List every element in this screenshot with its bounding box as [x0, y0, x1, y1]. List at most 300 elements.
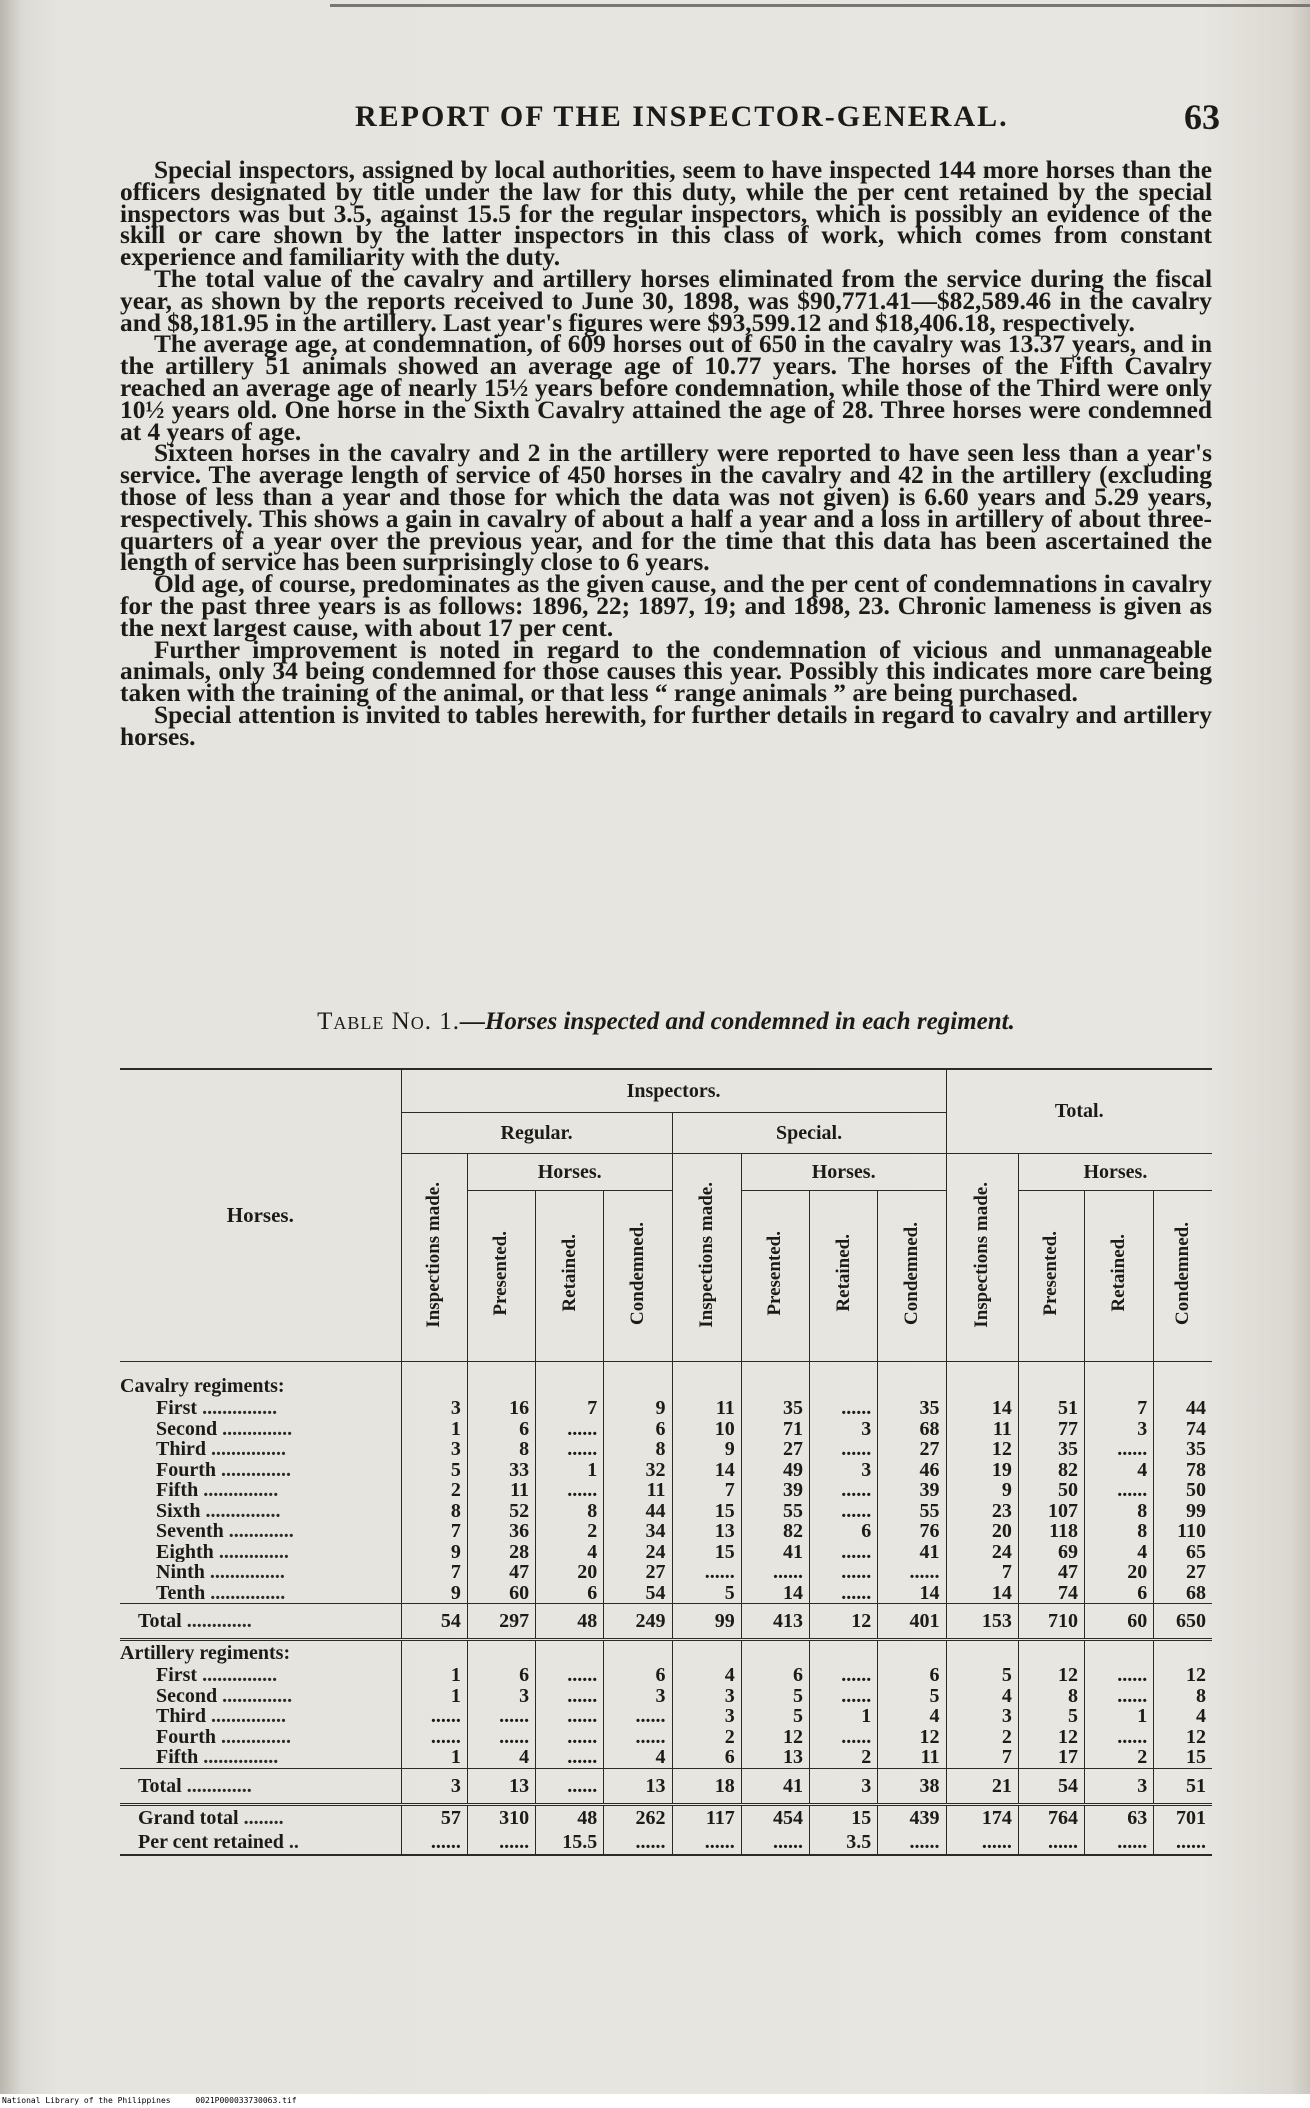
header-total-horses: Horses. [1018, 1154, 1212, 1191]
table-cell: 9 [401, 1542, 467, 1563]
table-cell: 47 [467, 1562, 535, 1583]
table-cell: 35 [741, 1398, 809, 1419]
table-cell: ...... [810, 1686, 878, 1707]
table-cell: ...... [536, 1768, 604, 1804]
table-cell: 27 [604, 1562, 672, 1583]
row-label [120, 1768, 401, 1804]
table-cell: 11 [604, 1480, 672, 1501]
table-cell: 60 [467, 1583, 535, 1604]
table-cell: 38 [878, 1768, 946, 1804]
table-cell: 19 [946, 1460, 1018, 1481]
table-cell: 6 [536, 1583, 604, 1604]
table-caption-label: Table No. 1. [317, 1008, 460, 1035]
table-cell: 153 [946, 1604, 1018, 1640]
table-cell: 44 [1154, 1398, 1212, 1419]
paragraph: Sixteen horses in the cavalry and 2 in the artillery were reported to have seen less than a year's service. The average length of service of 450 horses in the cavalry and 42 in the artillery (excluding those of less than a year and those for which the data was not given) is 6.60 years and 5.29 years, respectively. This shows a gain in cavalry of about a half a year and a loss in artillery of about three-quarters of a year over the previous year, and for the time that this data has been ascertained the length of service has been surprisingly close to 6 years. [120, 439, 1212, 577]
table-cell: 5 [946, 1665, 1018, 1686]
table-cell: 2 [401, 1480, 467, 1501]
leader-dots: .............. [213, 1541, 289, 1562]
table-row [120, 1706, 1212, 1727]
table-cell [741, 1640, 809, 1666]
table-cell: 6 [467, 1419, 535, 1440]
table-cell: 24 [604, 1542, 672, 1563]
page-number: 63 [1184, 97, 1220, 137]
table-cell: 8 [1018, 1686, 1084, 1707]
section-row [120, 1640, 1212, 1666]
table-cell: 41 [741, 1768, 809, 1804]
header-special: Special. [672, 1113, 946, 1154]
table-cell: ...... [536, 1706, 604, 1727]
table-cell: ...... [946, 1830, 1018, 1855]
table-cell: ...... [1085, 1439, 1154, 1460]
table-cell: 14 [741, 1583, 809, 1604]
table-cell: 82 [1018, 1460, 1084, 1481]
table-cell: 3 [401, 1439, 467, 1460]
table-row [120, 1439, 1212, 1460]
table-cell: 21 [946, 1768, 1018, 1804]
table-cell: 76 [878, 1521, 946, 1542]
table-cell: 41 [878, 1542, 946, 1563]
table-cell: 7 [401, 1521, 467, 1542]
table-cell: 27 [741, 1439, 809, 1460]
table-cell: 118 [1018, 1521, 1084, 1542]
header-retained: Retained. [536, 1191, 604, 1362]
table-row [120, 1398, 1212, 1419]
table-cell: 48 [536, 1804, 604, 1830]
table-cell: 9 [401, 1583, 467, 1604]
table-cell: 65 [1154, 1542, 1212, 1563]
table-cell: 74 [1154, 1419, 1212, 1440]
table-cell: 7 [946, 1562, 1018, 1583]
table-cell: ...... [1085, 1480, 1154, 1501]
table-cell: 69 [1018, 1542, 1084, 1563]
table-cell: 12 [810, 1604, 878, 1640]
table-cell: 3 [401, 1398, 467, 1419]
table-cell: 8 [401, 1501, 467, 1522]
table-cell: ...... [536, 1686, 604, 1707]
table-cell: 60 [1085, 1604, 1154, 1640]
table-cell: 52 [467, 1501, 535, 1522]
table-cell: ...... [1154, 1830, 1212, 1855]
table-cell [467, 1640, 535, 1666]
table-cell: 78 [1154, 1460, 1212, 1481]
table-cell: 15 [1154, 1747, 1212, 1768]
table-cell: 49 [741, 1460, 809, 1481]
table-row [120, 1562, 1212, 1583]
table-cell: 27 [1154, 1562, 1212, 1583]
table-cell: 3 [467, 1686, 535, 1707]
table-cell [1085, 1640, 1154, 1666]
table-cell: 9 [946, 1480, 1018, 1501]
table-row [120, 1804, 1212, 1830]
row-label-text: Ninth [156, 1562, 205, 1583]
header-regular-inspections: Inspections made. [401, 1154, 467, 1362]
table-cell: ...... [401, 1727, 467, 1748]
table-cell: 262 [604, 1804, 672, 1830]
table-cell [810, 1374, 878, 1398]
table-cell: 701 [1154, 1804, 1212, 1830]
table-cell: 8 [536, 1501, 604, 1522]
table-cell: ...... [536, 1747, 604, 1768]
table-cell: 11 [946, 1419, 1018, 1440]
header-special-inspections: Inspections made. [672, 1154, 741, 1362]
row-label-text: Tenth [156, 1582, 206, 1604]
table-cell: 7 [1085, 1398, 1154, 1419]
table-cell: 413 [741, 1604, 809, 1640]
table-cell: 5 [741, 1686, 809, 1707]
table-cell: 15 [672, 1542, 741, 1563]
table-cell: 650 [1154, 1604, 1212, 1640]
table-cell: ...... [810, 1501, 878, 1522]
table-cell: 99 [672, 1604, 741, 1640]
leader-dots: .............. [216, 1726, 291, 1747]
row-label [120, 1804, 401, 1830]
table-cell: 28 [467, 1542, 535, 1563]
table-cell: 13 [604, 1768, 672, 1804]
table-cell: 6 [1085, 1583, 1154, 1604]
row-label-text: Per cent retained [138, 1830, 284, 1853]
row-label [120, 1562, 401, 1583]
leader-dots: .............. [217, 1685, 293, 1706]
table-cell: 107 [1018, 1501, 1084, 1522]
header-horses: Horses. [120, 1069, 401, 1362]
table-cell: 50 [1018, 1480, 1084, 1501]
table-cell: 33 [467, 1460, 535, 1481]
leader-dots: ............. [223, 1521, 294, 1542]
section-label: Cavalry regiments: [120, 1375, 285, 1397]
table-cell: 16 [467, 1398, 535, 1419]
table-cell: 51 [1154, 1768, 1212, 1804]
table-cell: 34 [604, 1521, 672, 1542]
row-label-text: Seventh [156, 1521, 224, 1542]
table-cell: ...... [536, 1665, 604, 1686]
table-cell: 71 [741, 1419, 809, 1440]
table-cell [536, 1374, 604, 1398]
header-total: Total. [946, 1069, 1212, 1154]
table-cell [1018, 1640, 1084, 1666]
leader-dots: ............... [205, 1582, 286, 1604]
table-cell: 2 [1085, 1747, 1154, 1768]
table-cell: 11 [878, 1747, 946, 1768]
row-label [120, 1542, 401, 1563]
table-cell: 4 [536, 1542, 604, 1563]
paragraph: Special inspectors, assigned by local authorities, seem to have inspected 144 more horses than the officers designated by title under the law for this duty, while the per cent retained by the special inspectors was but 3.5, against 15.5 for the regular inspectors, which is possibly an evidence of the skill or care shown by the latter inspectors in this class of work, which comes from constant experience and familiarity with the duty. [120, 156, 1212, 272]
table-cell: 1 [810, 1706, 878, 1727]
table-cell: 1 [401, 1747, 467, 1768]
table-cell: 54 [604, 1583, 672, 1604]
table-cell: 17 [1018, 1747, 1084, 1768]
table-cell: 6 [672, 1747, 741, 1768]
leader-dots: .............. [217, 1418, 293, 1439]
table-cell [1085, 1374, 1154, 1398]
table-row [120, 1480, 1212, 1501]
table-cell: 3 [672, 1706, 741, 1727]
row-label [120, 1521, 401, 1542]
table-cell: 12 [741, 1727, 809, 1748]
table-cell: 401 [878, 1604, 946, 1640]
row-label-text: Total [138, 1610, 182, 1632]
header-presented: Presented. [1018, 1191, 1084, 1362]
table-cell [810, 1640, 878, 1666]
top-rule [330, 4, 1310, 7]
body-text [120, 156, 1212, 751]
table-cell: 4 [672, 1665, 741, 1686]
table-cell: 8 [1154, 1686, 1212, 1707]
table-cell: 6 [810, 1521, 878, 1542]
table-cell: 77 [1018, 1419, 1084, 1440]
table-cell [672, 1374, 741, 1398]
table-cell: 764 [1018, 1804, 1084, 1830]
row-label [120, 1665, 401, 1686]
footer-code: 0021P000033730063.tif [195, 2096, 297, 2105]
table-cell: 2 [536, 1521, 604, 1542]
table-cell: 46 [878, 1460, 946, 1481]
header-condemned: Condemned. [1154, 1191, 1212, 1362]
header-regular-horses: Horses. [467, 1154, 672, 1191]
table-cell: 44 [604, 1501, 672, 1522]
table-cell: 20 [536, 1562, 604, 1583]
table-cell: 12 [946, 1439, 1018, 1460]
table-cell: ...... [604, 1830, 672, 1855]
horses-table [120, 1068, 1212, 1856]
table-cell: 11 [467, 1480, 535, 1501]
table-cell: ...... [878, 1562, 946, 1583]
table-cell: ...... [536, 1480, 604, 1501]
row-label-text: Sixth [156, 1500, 201, 1521]
table-cell: 55 [741, 1501, 809, 1522]
page-header [120, 96, 1220, 136]
table-cell: 82 [741, 1521, 809, 1542]
table-cell: 5 [672, 1583, 741, 1604]
table-cell: 1 [1085, 1706, 1154, 1727]
table-cell: ...... [401, 1706, 467, 1727]
paragraph: Old age, of course, predominates as the given cause, and the per cent of condemnations in cavalry for the past three years is as follows: 1896, 22; 1897, 19; and 1898, 23. Chronic lameness is given as the next largest cause, with about 17 per cent. [120, 570, 1212, 642]
table-cell: 3 [810, 1768, 878, 1804]
table-cell: 48 [536, 1604, 604, 1640]
table-cell: 4 [878, 1706, 946, 1727]
table-cell: 23 [946, 1501, 1018, 1522]
table-cell: 99 [1154, 1501, 1212, 1522]
table-cell: 12 [1154, 1665, 1212, 1686]
leader-dots: .. [283, 1830, 299, 1853]
paragraph: Further improvement is noted in regard to the condemnation of vicious and unmanageable animals, only 34 being condemned for those causes this year. Possibly this indicates more care being taken with the training of the animal, or that less “ range animals ” are being purchased. [120, 635, 1212, 708]
table-cell: 32 [604, 1460, 672, 1481]
row-label-text: Grand total [138, 1806, 239, 1829]
table-row [120, 1768, 1212, 1804]
table-cell: 24 [946, 1542, 1018, 1563]
row-label [120, 1583, 401, 1604]
table-cell: ...... [536, 1727, 604, 1748]
table-cell: ...... [810, 1665, 878, 1686]
table-cell: 3 [810, 1419, 878, 1440]
header-special-horses: Horses. [741, 1154, 946, 1191]
table-cell: ...... [810, 1542, 878, 1563]
row-label [120, 1460, 401, 1481]
table-cell: 11 [672, 1398, 741, 1419]
table-cell: 54 [401, 1604, 467, 1640]
table-cell: ...... [741, 1562, 809, 1583]
table-row [120, 1686, 1212, 1707]
table-cell: ...... [810, 1480, 878, 1501]
table-cell: ...... [878, 1830, 946, 1855]
table-cell: 27 [878, 1439, 946, 1460]
table-cell: ...... [467, 1830, 535, 1855]
table-cell: 9 [672, 1439, 741, 1460]
table-cell: 51 [1018, 1398, 1084, 1419]
row-label-text: Fifth [156, 1480, 199, 1501]
paragraph: The average age, at condemnation, of 609 horses out of 650 in the cavalry was 13.37 years, and in the artillery 51 animals showed an average age of 10.77 years. The horses of the Fifth Cavalry reached an average age of nearly 15½ years before condemnation, while those of the Third were only 10½ years old. One horse in the Sixth Cavalry attained the age of 28. Three horses were condemned at 4 years of age. [120, 330, 1212, 446]
paragraph: The total value of the cavalry and artillery horses eliminated from the service during the fiscal year, as shown by the reports received to June 30, 1898, was $90,771.41—$82,589.46 in the cavalry and $8,181.95 in the artillery. Last year's figures were $93,599.12 and $18,406.18, respectively. [120, 264, 1212, 337]
table-cell [1018, 1374, 1084, 1398]
leader-dots: ............... [206, 1439, 287, 1460]
row-label [120, 1480, 401, 1501]
table-cell: 3 [1085, 1768, 1154, 1804]
table-cell [604, 1640, 672, 1666]
table-cell: 13 [467, 1768, 535, 1804]
table-cell: 35 [878, 1398, 946, 1419]
table-cell: 5 [741, 1706, 809, 1727]
table-cell: 14 [672, 1460, 741, 1481]
row-label-text: Third [156, 1439, 207, 1460]
table-cell: 54 [1018, 1768, 1084, 1804]
section-label: Artillery regiments: [120, 1642, 291, 1664]
row-label [120, 1727, 401, 1748]
table-cell: 6 [604, 1665, 672, 1686]
row-label [120, 1501, 401, 1522]
table-cell: 74 [1018, 1583, 1084, 1604]
row-label [120, 1686, 401, 1707]
table-cell: 7 [672, 1480, 741, 1501]
table-cell: 6 [604, 1419, 672, 1440]
table-cell: ...... [536, 1419, 604, 1440]
row-label-text: Fifth [156, 1747, 199, 1768]
footer-library: National Library of the Philippines [2, 2096, 171, 2105]
table-cell: 35 [1154, 1439, 1212, 1460]
table-cell: 2 [810, 1747, 878, 1768]
table-cell [467, 1374, 535, 1398]
table-cell: 439 [878, 1804, 946, 1830]
table-caption-title: —Horses inspected and condemned in each regiment. [459, 1008, 1015, 1035]
table-row [120, 1501, 1212, 1522]
table-cell: 3 [672, 1686, 741, 1707]
table-cell [672, 1640, 741, 1666]
header-retained: Retained. [810, 1191, 878, 1362]
table-cell: 2 [672, 1727, 741, 1748]
table-cell: 9 [604, 1398, 672, 1419]
leader-dots: ............... [200, 1500, 281, 1521]
table-cell: 5 [1018, 1706, 1084, 1727]
table-body [120, 1362, 1212, 1855]
table-cell: 15 [810, 1804, 878, 1830]
table-cell [536, 1640, 604, 1666]
table-cell: ...... [467, 1706, 535, 1727]
row-label-text: Total [138, 1774, 182, 1797]
row-label-text: First [156, 1398, 198, 1419]
header-presented: Presented. [741, 1191, 809, 1362]
table-cell: 14 [946, 1583, 1018, 1604]
table-cell: 36 [467, 1521, 535, 1542]
row-label [120, 1439, 401, 1460]
table-cell: 15 [672, 1501, 741, 1522]
table-row [120, 1583, 1212, 1604]
table-cell: 310 [467, 1804, 535, 1830]
table-cell: 15.5 [536, 1830, 604, 1855]
table-row [120, 1604, 1212, 1640]
table-cell: 35 [1018, 1439, 1084, 1460]
row-label-text: First [156, 1665, 198, 1686]
table-cell: 7 [536, 1398, 604, 1419]
table-cell: 12 [1018, 1665, 1084, 1686]
table-row [120, 1830, 1212, 1855]
table-cell: 39 [878, 1480, 946, 1501]
table-cell: ...... [536, 1439, 604, 1460]
table-cell [946, 1640, 1018, 1666]
table-row [120, 1665, 1212, 1686]
paragraph: Special attention is invited to tables herewith, for further details in regard to cavalry and artillery horses. [120, 700, 1212, 751]
row-label-text: Second [156, 1685, 218, 1706]
header-retained: Retained. [1085, 1191, 1154, 1362]
table-row [120, 1727, 1212, 1748]
row-label [120, 1830, 401, 1855]
table-cell: 68 [1154, 1583, 1212, 1604]
table-cell: 5 [401, 1460, 467, 1481]
leader-dots: ............... [197, 1398, 278, 1419]
table-cell: 249 [604, 1604, 672, 1640]
table-cell: 3 [810, 1460, 878, 1481]
table-cell: 174 [946, 1804, 1018, 1830]
table-cell: 710 [1018, 1604, 1084, 1640]
table-cell: 12 [1154, 1727, 1212, 1748]
table-cell: 3 [946, 1706, 1018, 1727]
table-cell [878, 1640, 946, 1666]
table-cell: 2 [946, 1727, 1018, 1748]
table-cell: ...... [810, 1562, 878, 1583]
table-cell: 4 [1085, 1460, 1154, 1481]
leader-dots: ............... [198, 1480, 279, 1501]
table-cell: 55 [878, 1501, 946, 1522]
table-cell [401, 1374, 467, 1398]
table-cell: 4 [604, 1747, 672, 1768]
table-cell: 4 [946, 1686, 1018, 1707]
table-cell: 39 [741, 1480, 809, 1501]
table-cell: 14 [878, 1583, 946, 1604]
table-cell: ...... [810, 1398, 878, 1419]
table-cell [1154, 1640, 1212, 1666]
row-label-text: Eighth [156, 1541, 214, 1562]
leader-dots: ............. [181, 1610, 252, 1632]
table-cell: ...... [810, 1727, 878, 1748]
leader-dots: ............... [204, 1562, 285, 1583]
table-cell: ...... [672, 1830, 741, 1855]
table-row [120, 1542, 1212, 1563]
table-cell: ...... [810, 1583, 878, 1604]
table-cell: ...... [401, 1830, 467, 1855]
table-cell: 5 [878, 1686, 946, 1707]
table-cell: ...... [1085, 1686, 1154, 1707]
section-row [120, 1374, 1212, 1398]
table-cell: 8 [1085, 1501, 1154, 1522]
row-label [120, 1398, 401, 1419]
header-regular: Regular. [401, 1113, 672, 1154]
table-cell: ...... [604, 1727, 672, 1748]
table-caption [120, 1008, 1212, 1036]
leader-dots: ........ [238, 1806, 284, 1829]
table-cell: ...... [1085, 1665, 1154, 1686]
row-label [120, 1604, 401, 1640]
table-cell [878, 1374, 946, 1398]
table-cell: 20 [946, 1521, 1018, 1542]
row-label [120, 1747, 401, 1768]
